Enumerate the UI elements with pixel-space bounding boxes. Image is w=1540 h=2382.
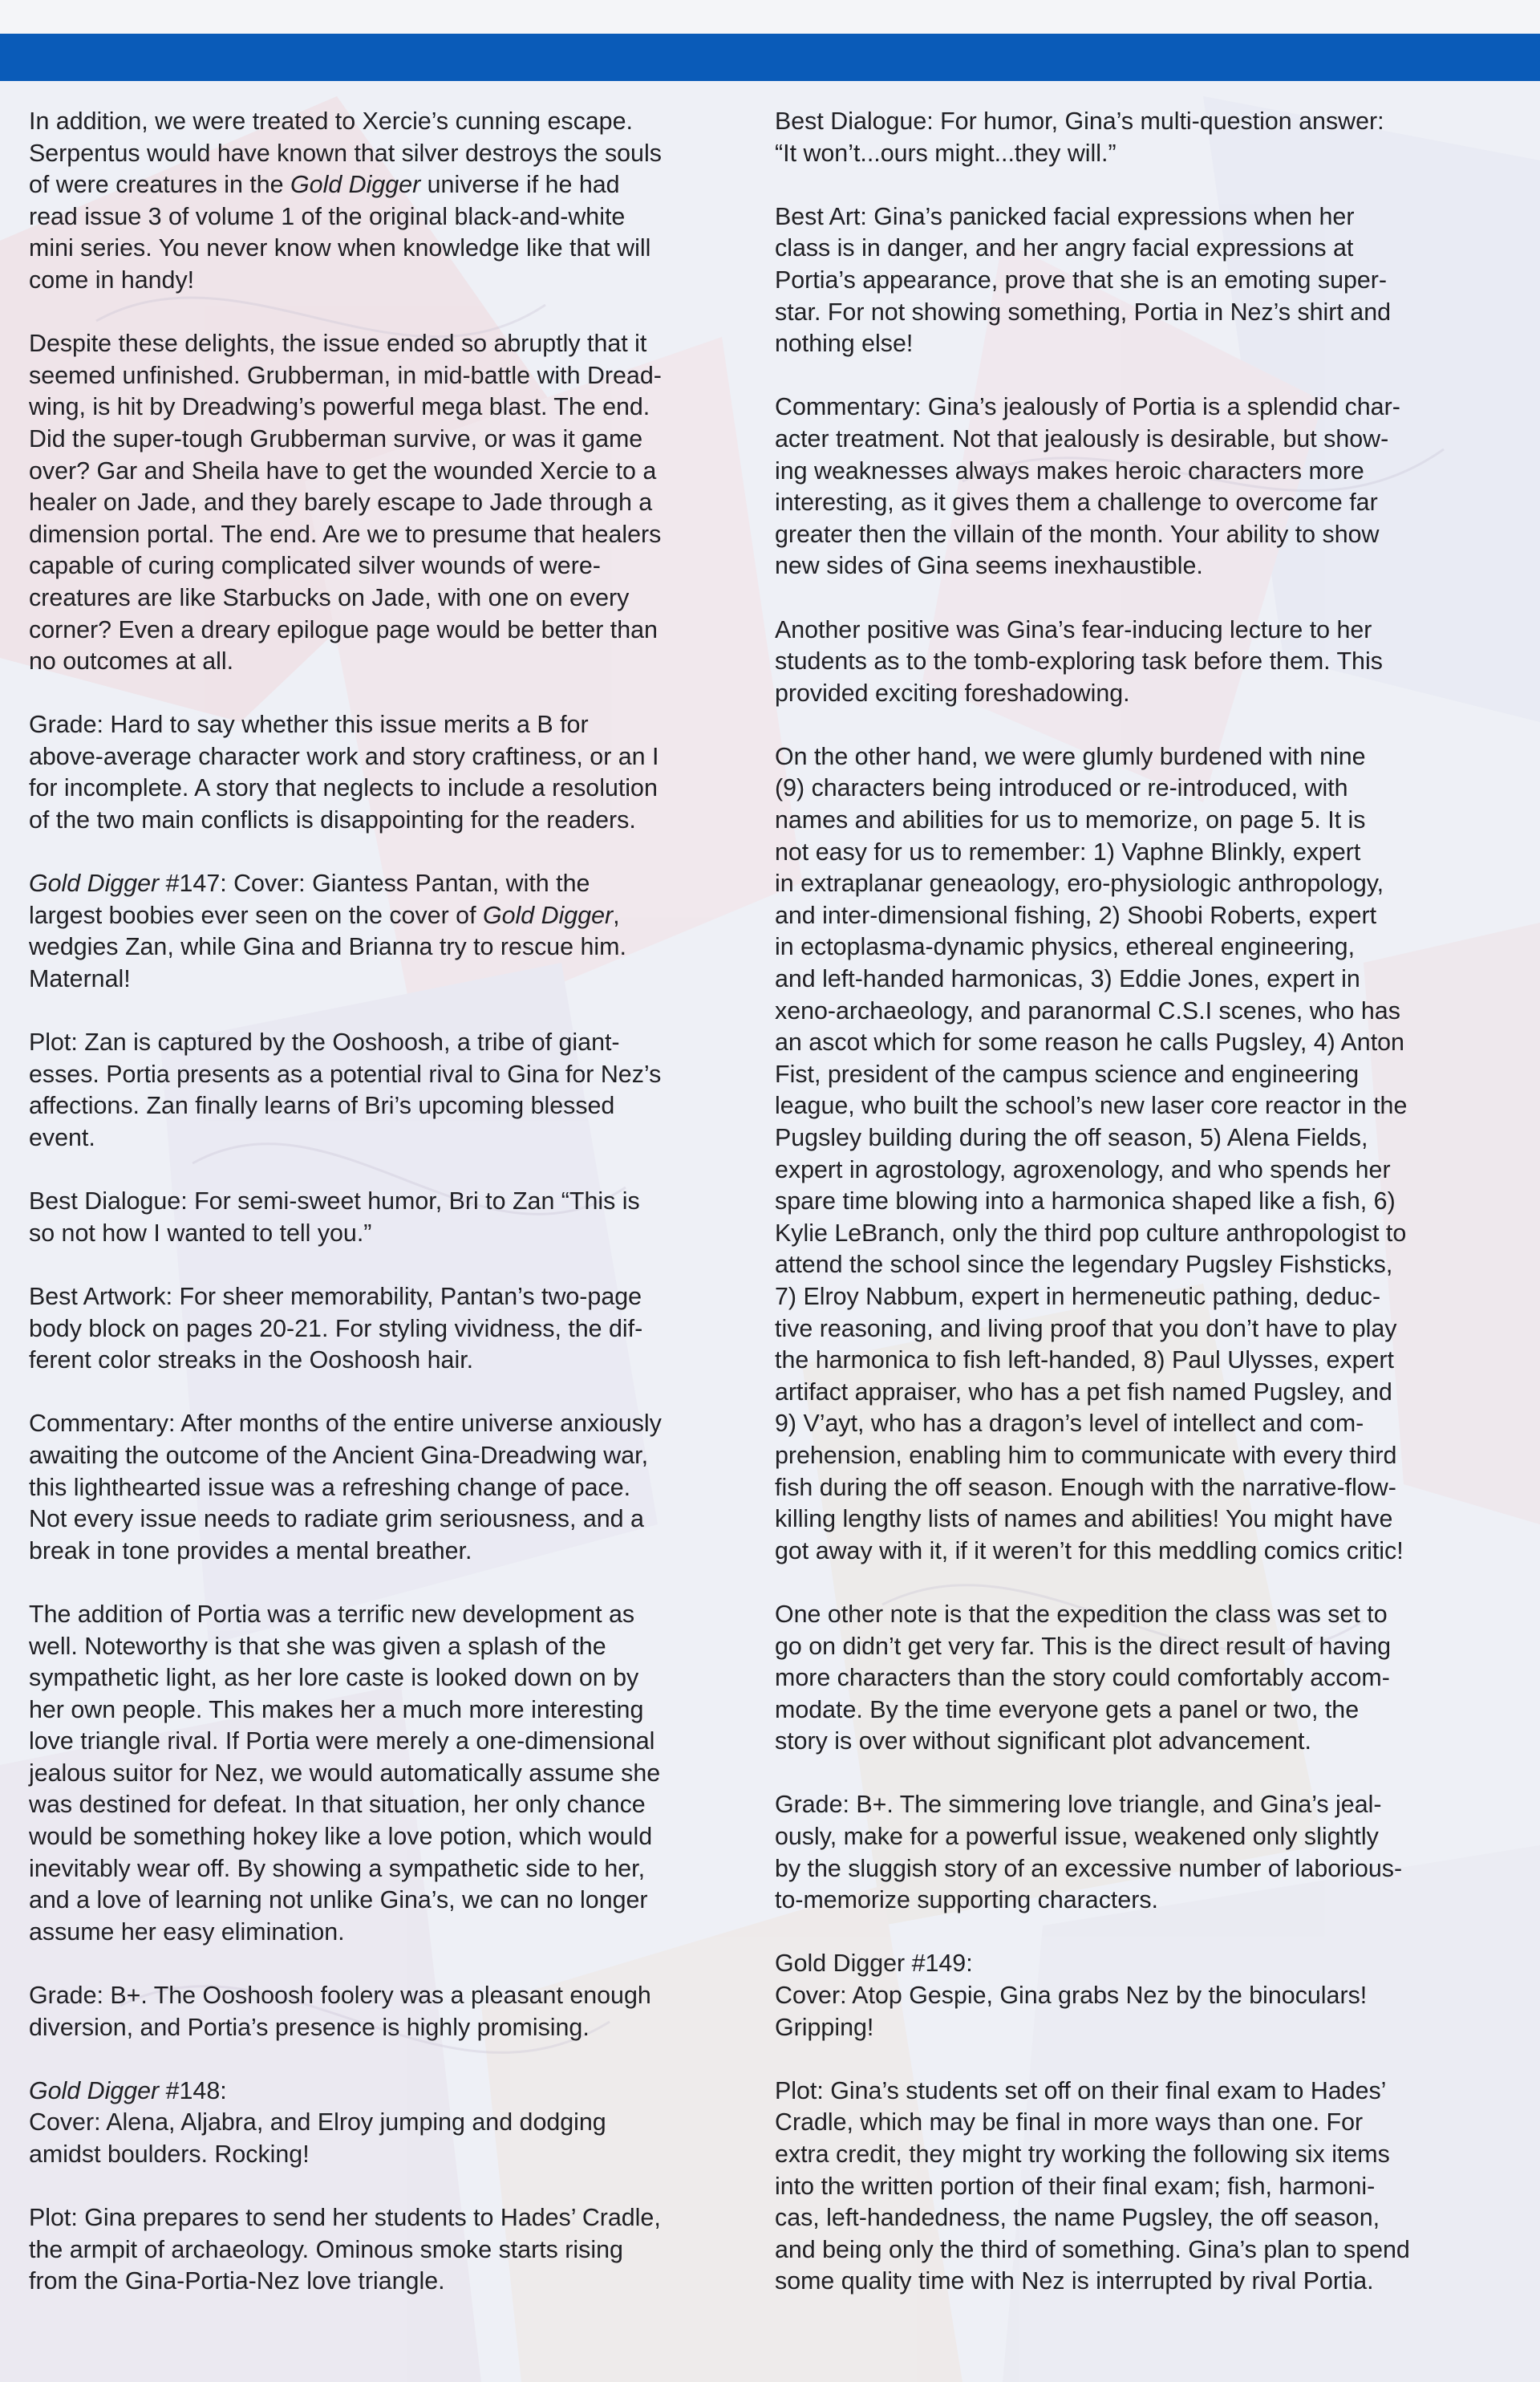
text-line: Plot: Gina prepares to send her students to Hades’ Cradle, (29, 2204, 661, 2232)
text-line: and a love of learning not unlike Gina’s, we can no longer (29, 1886, 648, 1914)
text-line: Despite these delights, the issue ended so abruptly that it (29, 330, 647, 358)
text-line: Gripping! (775, 2013, 874, 2041)
text-line: Gold Digger #149: (775, 1950, 973, 1978)
text-line: amidst boulders. Rocking! (29, 2141, 310, 2168)
top-margin-band (0, 0, 1540, 34)
left-text-column (29, 106, 735, 2298)
text-line: tive reasoning, and living proof that you don’t have to play (775, 1314, 1397, 1342)
text-line: sympathetic light, as her lore caste is looked down on by (29, 1664, 639, 1692)
text-line: Gold Digger #148: (29, 2076, 227, 2104)
text-line: over? Gar and Sheila have to get the wounded Xercie to a (29, 457, 657, 485)
paragraph (29, 1408, 735, 1567)
text-line: awaiting the outcome of the Ancient Gina-Dreadwing war, (29, 1441, 649, 1469)
text-line: break in tone provides a mental breather. (29, 1536, 472, 1564)
text-line: assume her easy elimination. (29, 1917, 345, 1946)
text-line: On the other hand, we were glumly burdened with nine (775, 742, 1366, 770)
text-line: jealous suitor for Nez, we would automatically assume she (29, 1759, 661, 1787)
text-line: 7) Elroy Nabbum, expert in hermeneutic pathing, deduc- (775, 1282, 1381, 1310)
paragraph (775, 1599, 1497, 1758)
text-line: dimension portal. The end. Are we to presume that healers (29, 520, 662, 548)
text-line: diversion, and Portia’s presence is highly promising. (29, 2013, 590, 2041)
text-line: Serpentus would have known that silver destroys the souls (29, 139, 662, 167)
text-line: above-average character work and story craftiness, or an I (29, 742, 659, 770)
text-line: Not every issue needs to radiate grim seriousness, and a (29, 1505, 644, 1533)
header-bar (0, 34, 1540, 81)
text-line: capable of curing complicated silver wounds of were- (29, 552, 601, 580)
text-line: go on didn’t get very far. This is the direct result of having (775, 1632, 1392, 1660)
text-line: names and abilities for us to memorize, on page 5. It is (775, 806, 1366, 834)
text-line: xeno-archaeology, and paranormal C.S.I scenes, who has (775, 996, 1400, 1025)
text-line: The addition of Portia was a terrific new development as (29, 1600, 635, 1628)
text-line: read issue 3 of volume 1 of the original black-and-white (29, 202, 626, 230)
text-line: cas, left-handedness, the name Pugsley, the off season, (775, 2204, 1380, 2232)
text-line: healer on Jade, and they barely escape to Jade through a (29, 489, 653, 517)
paragraph (775, 2076, 1497, 2298)
text-line: love triangle rival. If Portia were merely a one-dimensional (29, 1727, 655, 1755)
text-line: extra credit, they might try working the following six items (775, 2141, 1390, 2168)
text-line: Best Dialogue: For semi-sweet humor, Bri to Zan “This is (29, 1187, 640, 1215)
text-line: her own people. This makes her a much more interesting (29, 1695, 644, 1723)
text-line: inevitably wear off. By showing a sympathetic side to her, (29, 1854, 646, 1882)
text-line: largest boobies ever seen on the cover of Gold Digger, (29, 901, 620, 929)
text-line: into the written portion of their final exam; fish, harmoni- (775, 2172, 1376, 2200)
text-line: some quality time with Nez is interrupted by rival Portia. (775, 2267, 1374, 2295)
text-line: for incomplete. A story that neglects to include a resolution (29, 774, 658, 802)
text-line: ously, make for a powerful issue, weakened only slightly (775, 1823, 1379, 1851)
text-line: wedgies Zan, while Gina and Brianna try to rescue him. (29, 933, 626, 961)
text-line: by the sluggish story of an excessive number of laborious- (775, 1854, 1403, 1882)
text-line: body block on pages 20-21. For styling vividness, the dif- (29, 1314, 643, 1342)
text-line: seemed unfinished. Grubberman, in mid-battle with Dread- (29, 361, 662, 389)
text-line: artifact appraiser, who has a pet fish named Pugsley, and (775, 1378, 1392, 1406)
text-line: nothing else! (775, 330, 914, 358)
paragraph (775, 1789, 1497, 1916)
paragraph (775, 615, 1497, 710)
text-line: Pugsley building during the off season, 5) Alena Fields, (775, 1124, 1368, 1151)
text-line: well. Noteworthy is that she was given a splash of the (29, 1632, 606, 1660)
text-line: Gold Digger #147: Cover: Giantess Pantan, with the (29, 870, 590, 898)
paragraph (29, 106, 735, 297)
text-line: expert in agrostology, agroxenology, and who spends her (775, 1155, 1391, 1183)
text-line: “It won’t...ours might...they will.” (775, 139, 1116, 167)
text-line: Grade: Hard to say whether this issue merits a B for (29, 711, 589, 739)
paragraph (29, 1980, 735, 2043)
text-line: Commentary: After months of the entire universe anxiously (29, 1410, 662, 1438)
text-line: Plot: Gina’s students set off on their final exam to Hades’ (775, 2076, 1387, 2104)
text-line: modate. By the time everyone gets a panel or two, the (775, 1695, 1360, 1723)
text-line: interesting, as it gives them a challenge to overcome far (775, 489, 1378, 517)
text-line: fish during the off season. Enough with the narrative-flow- (775, 1473, 1396, 1501)
text-line: Cover: Alena, Aljabra, and Elroy jumping and dodging (29, 2108, 606, 2136)
text-line: got away with it, if it weren’t for this meddling comics critic! (775, 1536, 1404, 1564)
text-line: so not how I wanted to tell you.” (29, 1219, 372, 1247)
text-line: and being only the third of something. Gina’s plan to spend (775, 2235, 1410, 2263)
text-line: of the two main conflicts is disappointing for the readers. (29, 806, 636, 834)
text-line: Did the super-tough Grubberman survive, or was it game (29, 424, 643, 452)
text-line: no outcomes at all. (29, 647, 234, 676)
text-line: Kylie LeBranch, only the third pop culture anthropologist to (775, 1219, 1407, 1247)
text-line: provided exciting foreshadowing. (775, 679, 1130, 707)
text-line: and left-handed harmonicas, 3) Eddie Jones, expert in (775, 965, 1360, 993)
text-line: not easy for us to remember: 1) Vaphne Blinkly, expert (775, 838, 1361, 866)
text-line: and inter-dimensional fishing, 2) Shoobi Roberts, expert (775, 901, 1377, 929)
paragraph (775, 1948, 1497, 2043)
text-line: ing weaknesses always makes heroic characters more (775, 457, 1364, 485)
text-line: league, who built the school’s new laser core reactor in the (775, 1092, 1408, 1120)
text-line: corner? Even a dreary epilogue page would be better than (29, 615, 658, 643)
text-line: star. For not showing something, Portia in Nez’s shirt and (775, 298, 1392, 326)
text-line: Commentary: Gina’s jealously of Portia is a splendid char- (775, 393, 1400, 421)
text-line: from the Gina-Portia-Nez love triangle. (29, 2267, 445, 2295)
text-line: One other note is that the expedition the class was set to (775, 1600, 1388, 1628)
paragraph (29, 1027, 735, 1154)
text-line: was destined for defeat. In that situation, her only chance (29, 1791, 646, 1819)
text-line: Cradle, which may be final in more ways than one. For (775, 2108, 1364, 2136)
text-line: in extraplanar geneaology, ero-physiologic anthropology, (775, 870, 1384, 898)
paragraph (775, 392, 1497, 582)
text-line: story is over without significant plot advancement. (775, 1727, 1311, 1755)
text-line: killing lengthy lists of names and abilities! You might have (775, 1505, 1393, 1533)
paragraph (29, 2076, 735, 2171)
text-line: ferent color streaks in the Ooshoosh hair. (29, 1346, 474, 1374)
paragraph (29, 328, 735, 678)
text-line: creatures are like Starbucks on Jade, with one on every (29, 583, 630, 611)
text-line: 9) V’ayt, who has a dragon’s level of intellect and com- (775, 1410, 1364, 1438)
text-line: prehension, enabling him to communicate with every third (775, 1441, 1397, 1469)
paragraph (29, 2202, 735, 2298)
text-line: new sides of Gina seems inexhaustible. (775, 552, 1203, 580)
paragraph (29, 709, 735, 836)
text-line: the harmonica to fish left-handed, 8) Paul Ulysses, expert (775, 1346, 1394, 1374)
text-line: event. (29, 1124, 95, 1151)
text-line: affections. Zan finally learns of Bri’s upcoming blessed (29, 1092, 615, 1120)
text-line: Grade: B+. The simmering love triangle, and Gina’s jeal- (775, 1791, 1382, 1819)
paragraph (775, 741, 1497, 1567)
paragraph (775, 106, 1497, 169)
text-line: the armpit of archaeology. Ominous smoke starts rising (29, 2235, 623, 2263)
text-line: to-memorize supporting characters. (775, 1886, 1158, 1914)
paragraph (29, 1599, 735, 1949)
text-line: Another positive was Gina’s fear-inducing lecture to her (775, 615, 1372, 643)
paragraph (29, 1186, 735, 1249)
right-text-column (775, 106, 1497, 2298)
text-line: in ectoplasma-dynamic physics, ethereal engineering, (775, 933, 1356, 961)
paragraph (29, 1281, 735, 1377)
text-line: would be something hokey like a love potion, which would (29, 1823, 653, 1851)
text-line: mini series. You never know when knowledge like that will (29, 234, 651, 262)
text-line: of were creatures in the Gold Digger universe if he had (29, 171, 620, 199)
text-line: In addition, we were treated to Xercie’s cunning escape. (29, 108, 633, 135)
paragraph (775, 201, 1497, 360)
text-line: (9) characters being introduced or re-introduced, with (775, 774, 1348, 802)
text-line: acter treatment. Not that jealously is desirable, but show- (775, 424, 1389, 452)
text-line: wing, is hit by Dreadwing’s powerful mega blast. The end. (29, 393, 650, 421)
text-line: Cover: Atop Gespie, Gina grabs Nez by the binoculars! (775, 1982, 1368, 2010)
text-line: Plot: Zan is captured by the Ooshoosh, a tribe of giant- (29, 1029, 620, 1057)
text-line: spare time blowing into a harmonica shaped like a fish, 6) (775, 1187, 1396, 1215)
text-line: Portia’s appearance, prove that she is an emoting super- (775, 266, 1388, 294)
text-line: Best Art: Gina’s panicked facial expressions when her (775, 202, 1355, 230)
text-line: Best Artwork: For sheer memorability, Pantan’s two-page (29, 1282, 642, 1310)
text-line: more characters than the story could comfortably accom- (775, 1664, 1390, 1692)
text-line: this lighthearted issue was a refreshing change of pace. (29, 1473, 631, 1501)
text-line: Fist, president of the campus science and engineering (775, 1060, 1360, 1088)
text-line: class is in danger, and her angry facial expressions at (775, 234, 1354, 262)
paragraph (29, 868, 735, 995)
text-line: an ascot which for some reason he calls Pugsley, 4) Anton (775, 1029, 1404, 1057)
text-line: Grade: B+. The Ooshoosh foolery was a pleasant enough (29, 1982, 651, 2010)
text-line: Best Dialogue: For humor, Gina’s multi-question answer: (775, 108, 1384, 135)
text-line: attend the school since the legendary Pugsley Fishsticks, (775, 1251, 1393, 1279)
text-line: esses. Portia presents as a potential rival to Gina for Nez’s (29, 1060, 662, 1088)
text-line: students as to the tomb-exploring task before them. This (775, 647, 1383, 676)
text-line: come in handy! (29, 266, 195, 294)
text-line: Maternal! (29, 965, 131, 993)
text-line: greater then the villain of the month. Your ability to show (775, 520, 1380, 548)
